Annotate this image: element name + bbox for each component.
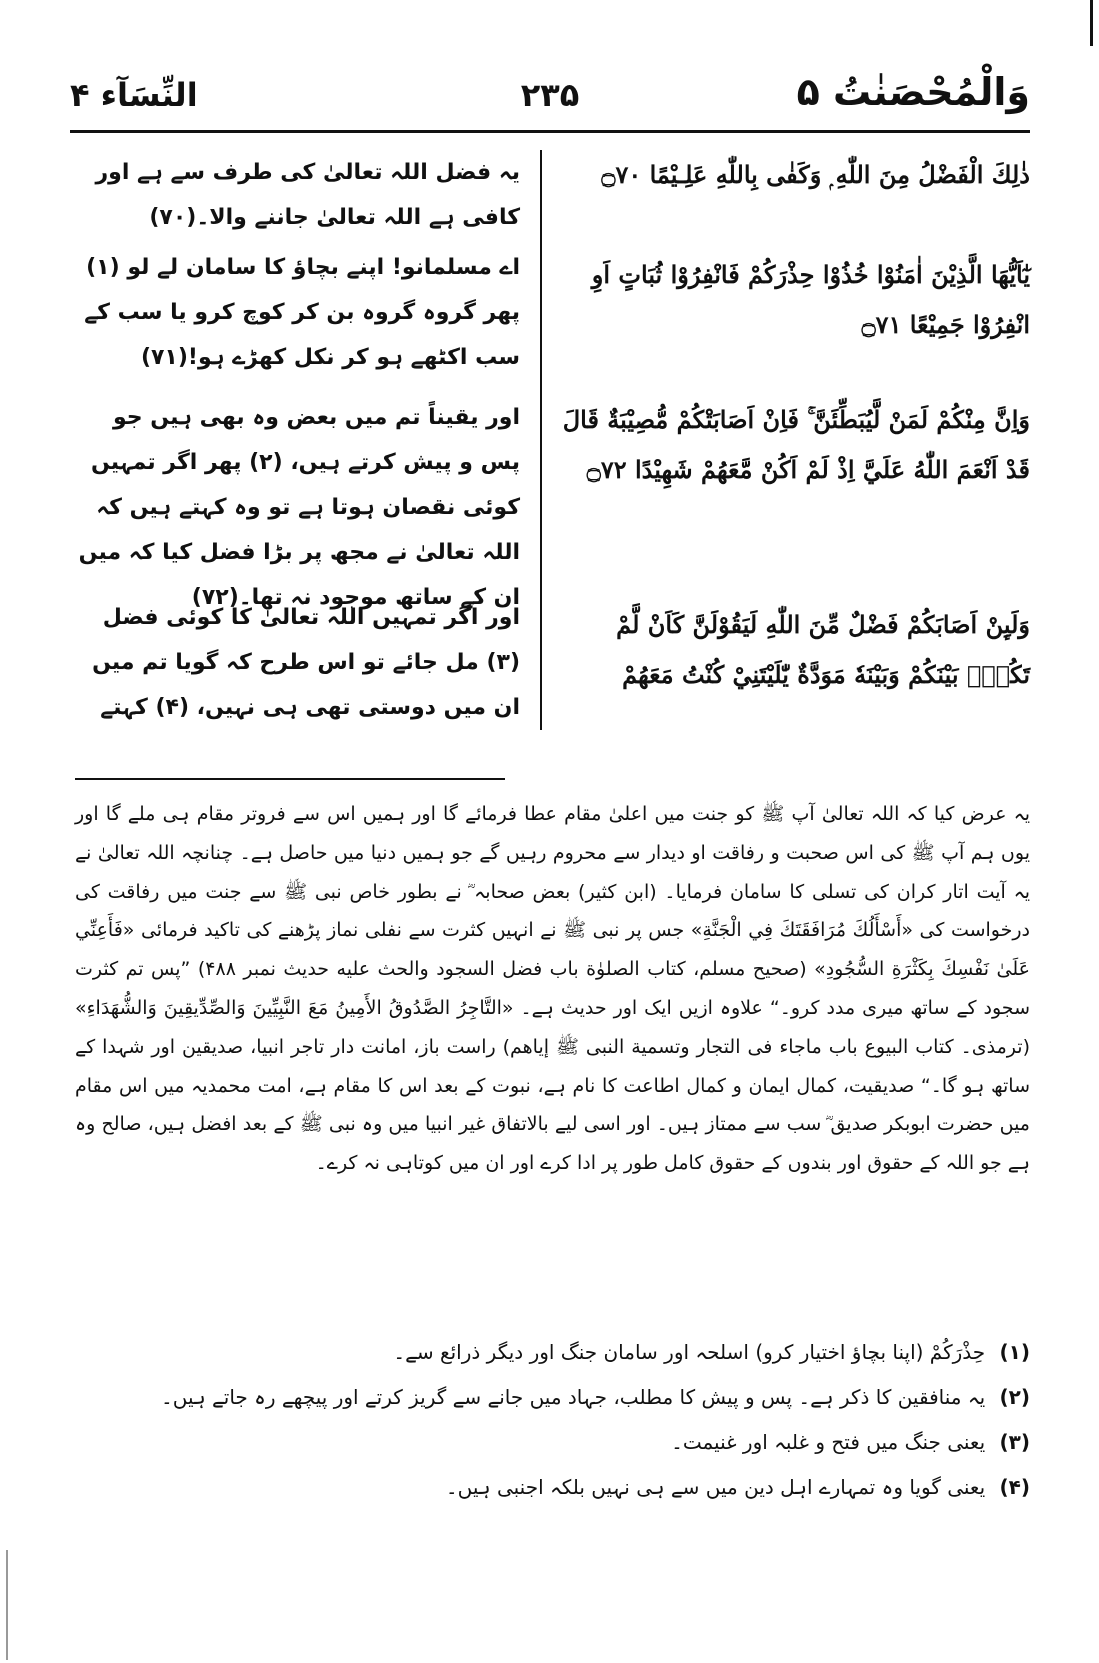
page-edge-mark	[1090, 0, 1093, 46]
footnote-separator	[75, 778, 505, 780]
verse-arabic: وَاِنَّ مِنْكُمْ لَمَنْ لَّيُبَطِّئَنَّ ۚ فَاِنْ اَصَابَتْكُمْ مُّصِيْبَةٌ قَالَ قَدْ اَنْعَمَ اللّٰهُ عَلَيَّ اِذْ لَمْ اَكُنْ مَّعَھُمْ شَهِيْدًا ۝۷۲	[562, 405, 1030, 484]
footnote-number: (۲)	[999, 1385, 1030, 1409]
footnote-number: (۱)	[999, 1340, 1030, 1364]
footnotes-list	[75, 1330, 1030, 1510]
page-number: ۲۳۵	[520, 76, 580, 114]
footnote-text: یعنی گویا وہ تمہارے اہل دین میں سے ہی نہیں بلکہ اجنبی ہیں۔	[445, 1475, 986, 1499]
footnote-text: یعنی جنگ میں فتح و غلبہ اور غنیمت۔	[671, 1430, 986, 1454]
verse-arabic: ذٰلِكَ الْفَضْلُ مِنَ اللّٰهِ ۭ وَكَفٰى بِاللّٰهِ عَلِـيْمًا ۝۷۰	[601, 160, 1030, 189]
surah-title: النِّسَآء ۴	[70, 76, 198, 114]
verse-translation: اے مسلمانو! اپنے بچاؤ کا سامان لے لو (۱) پھر گروہ گروہ بن کر کوچ کرو یا سب کے سب اکٹھے ہو کر نکل کھڑے ہو!(۷۱)	[84, 255, 520, 370]
verse-translation: یہ فضل اللہ تعالیٰ کی طرف سے ہے اور کافی ہے اللہ تعالیٰ جاننے والا۔(۷۰)	[95, 160, 520, 230]
column-divider	[540, 150, 542, 730]
translation-column	[70, 150, 520, 750]
verses-section	[70, 150, 1030, 750]
footnote-number: (۳)	[999, 1430, 1030, 1454]
page-edge-mark	[6, 1550, 8, 1660]
header-divider	[70, 130, 1030, 133]
footnote-item	[75, 1375, 1030, 1420]
verse-arabic: يٰٓاَيُّھَا الَّذِيْنَ اٰمَنُوْا خُذُوْا حِذْرَكُمْ فَانْفِرُوْا ثُبَاتٍ اَوِ انْفِرُوْا جَمِيْعًا ۝۷۱	[591, 260, 1030, 339]
footnote-number: (۴)	[999, 1475, 1030, 1499]
footnote-item	[75, 1465, 1030, 1510]
footnote-text: حِذْرَكُمْ (اپنا بچاؤ اختیار کرو) اسلحہ اور سامان جنگ اور دیگر ذرائع سے۔	[393, 1340, 986, 1364]
footnote-item	[75, 1420, 1030, 1465]
footnote-text: یہ منافقین کا ذکر ہے۔ پس و پیش کا مطلب، جہاد میں جانے سے گریز کرتے اور پیچھے رہ جاتے ہیں۔	[161, 1385, 986, 1409]
page-header	[70, 70, 1030, 130]
footnote-item	[75, 1330, 1030, 1375]
arabic-column	[560, 150, 1030, 750]
para-title: وَالْمُحْصَنٰتُ ۵	[796, 70, 1030, 114]
verse-translation: اور یقیناً تم میں بعض وہ بھی ہیں جو پس و پیش کرتے ہیں، (۲) پھر اگر تمہیں کوئی نقصان ہوتا ہے تو وہ کہتے ہیں کہ اللہ تعالیٰ نے مجھ پر بڑا فضل کیا کہ میں ان کے ساتھ موجود نہ تھا۔(۷۲)	[78, 405, 520, 610]
verse-translation: اور اگر تمہیں اللہ تعالیٰ کا کوئی فضل (۳) مل جائے تو اس طرح کہ گویا تم میں ان میں دوستی تھی ہی نہیں، (۴) کہتے	[92, 605, 520, 720]
verse-arabic: وَلَىِٕنْ اَصَابَكُمْ فَضْلٌ مِّنَ اللّٰهِ لَيَقُوْلَنَّ كَاَنْ لَّمْ تَكُنْۢ بَيْنَكُمْ وَبَيْنَهٗ مَوَدَّةٌ يّٰلَيْتَنِيْ كُنْتُ مَعَھُمْ	[616, 610, 1030, 689]
commentary-text: یہ عرض کیا کہ اللہ تعالیٰ آپ ﷺ کو جنت میں اعلیٰ مقام عطا فرمائے گا اور ہمیں اس سے فروتر مقام ہی ملے گا اور یوں ہم آپ ﷺ کی اس صحبت و رفاقت او دیدار سے محروم رہیں گے جو ہمیں دنیا میں حاصل ہے۔ چنانچہ اللہ تعالیٰ نے یہ آیت اتار کران کی تسلی کا سامان فرمایا۔ (ابن کثیر) بعض صحابہ ؓ نے بطور خاص نبی ﷺ سے جنت میں رفاقت کی درخواست کی «أَسْأَلُكَ مُرَافَقَتَكَ فِي الْجَنَّةِ» جس پر نبی ﷺ نے انہیں کثرت سے نفلی نماز پڑھنے کی تاکید فرمائی «فَأَعِنِّي عَلَىٰ نَفْسِكَ بِكَثْرَةِ السُّجُودِ» (صحیح مسلم، کتاب الصلوٰة باب فضل السجود والحث علیه حدیث نمبر ۴۸۸) ”پس تم کثرت سجود کے ساتھ میری مدد کرو۔“ علاوہ ازیں ایک اور حدیث ہے۔ «التَّاجِرُ الصَّدُوقُ الأَمِينُ مَعَ النَّبِيِّينَ وَالصِّدِّيقِينَ وَالشُّهَدَاءِ» (ترمذی۔ کتاب البیوع باب ماجاء فی التجار وتسمیة النبی ﷺ إیاھم) راست باز، امانت دار تاجر انبیا، صدیقین اور شہدا کے ساتھ ہو گا۔“ صدیقیت، کمال ایمان و کمال اطاعت کا نام ہے، نبوت کے بعد اس کا مقام ہے، امت محمدیہ میں اس مقام میں حضرت ابوبکر صدیق ؓ سب سے ممتاز ہیں۔ اور اسی لیے بالاتفاق غیر انبیا میں وہ نبی ﷺ کے بعد افضل ہیں، صالح وہ ہے جو اللہ کے حقوق اور بندوں کے حقوق کامل طور پر ادا کرے اور ان میں کوتاہی نہ کرے۔	[75, 803, 1030, 1175]
